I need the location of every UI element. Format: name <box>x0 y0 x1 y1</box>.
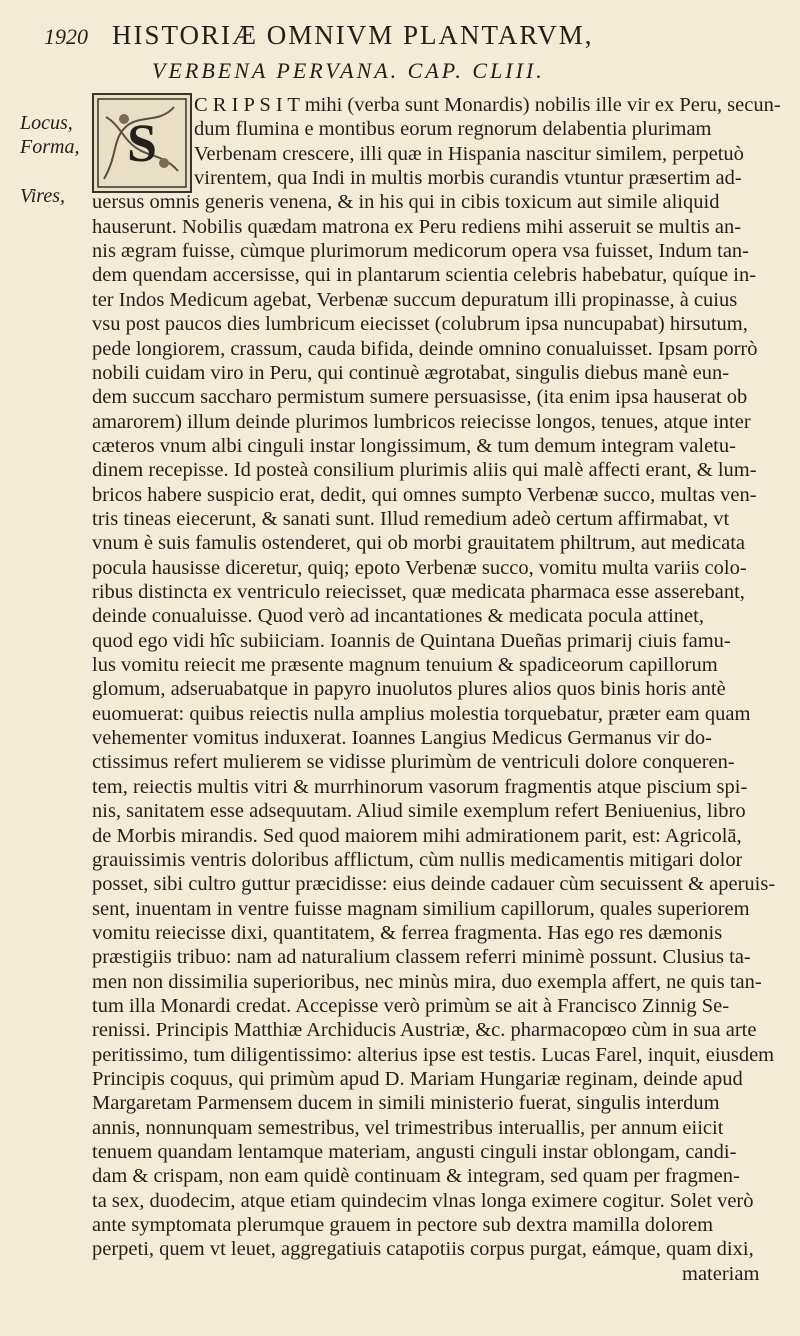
text-line: amarorem) illum deinde plurimos lumbricos reiecisse longos, tenues, atque inter <box>92 410 751 433</box>
text-line: vomitu reiecisse dixi, quantitatem, & ferrea fragmenta. Has ego res dæmonis <box>92 921 723 944</box>
text-line: dam & crispam, non eam quidè continuam & integram, sed quam per fragmen- <box>92 1165 740 1188</box>
svg-text:S: S <box>126 113 158 173</box>
text-line: quod ego vidi hîc subiiciam. Ioannis de Quintana Dueñas primarij ciuis famu- <box>92 629 731 652</box>
text-line: C R I P S I T mihi (verba sunt Monardis) nobilis ille vir ex Peru, secun- <box>194 94 781 116</box>
text-line: ribus distincta ex ventriculo reiecisset, quæ medicata pharmaca esse asserebant, <box>92 581 745 603</box>
text-line: materiam <box>682 1262 760 1285</box>
text-line: cæteros vnum albi cinguli instar longissimum, & tum demum integram valetu- <box>92 434 736 457</box>
text-line: pocula hausisse diceretur, quiq; epoto Verbenæ succo, vomitu multa variis colo- <box>92 556 747 579</box>
text-line: Margaretam Parmensem ducem in simili ministerio fuerat, singulis interdum <box>92 1092 720 1115</box>
text-line: annis, nonnunquam semestribus, vel trimestribus interuallis, per annum eiicit <box>92 1116 724 1139</box>
margin-note: Vires, <box>20 185 65 208</box>
text-line: nobili cuidam viro in Peru, qui continuè ægrotabat, singulis diebus manè eun- <box>92 361 730 384</box>
chapter-title: VERBENA PERVANA. CAP. CLIII. <box>152 58 545 83</box>
text-line: tris tineas eiecerunt, & sanati sunt. Illud remedium adeò certum affirmabat, vt <box>92 507 730 530</box>
text-line: sent, inuentam in ventre fuisse magnam similium capillorum, quales superiorem <box>92 897 750 920</box>
text-line: ter Indos Medicum agebat, Verbenæ succum depuratum illi propinasse, à cuius <box>92 288 738 311</box>
text-line: ctissimus refert mulierem se vidisse plurimùm de ventriculi dolore conqueren- <box>92 751 735 774</box>
text-line: vsu post paucos dies lumbricum eiecisset (colubrum ipsa nuncupabat) hirsutum, <box>92 313 748 336</box>
text-line: hauserunt. Nobilis quædam matrona ex Peru rediens mihi asseruit se multis an- <box>92 215 742 238</box>
decorated-initial-icon <box>92 93 192 193</box>
text-line: peritissimo, tum diligentissimo: alterius ipse est testis. Lucas Farel, inquit, eiusdem <box>92 1043 775 1066</box>
text-line: vnum è suis famulis ostenderet, qui ob morbi grauitatem philtrum, aut medicata <box>92 532 746 555</box>
text-line: nis, sanitatem esse adsequutam. Aliud simile exemplum refert Beniuenius, libro <box>92 800 746 823</box>
text-line: dem succum saccharo permistum sumere persuasisse, (ita enim ipsa hauserat ob <box>92 386 748 409</box>
text-line: nis ægram fuisse, cùmque plurimorum medicorum opera vsa fuisset, Indum tan- <box>92 240 750 263</box>
text-line: tem, reiectis multis vitri & murrhinorum vasorum fragmentis atque piscium spi- <box>92 775 748 798</box>
margin-note: Locus, <box>20 112 73 134</box>
margin-note: Forma, <box>20 136 80 159</box>
text-line: euomuerat: quibus reiectis nulla amplius molestia torquebatur, præter eam quam <box>92 702 751 725</box>
text-line: ta sex, duodecim, atque etiam quindecim vlnas longa eximere cogitur. Solet verò <box>92 1189 754 1212</box>
text-line: tenuem quandam lentamque materiam, angusti cinguli instar oblongam, candi- <box>92 1141 737 1164</box>
text-line: renissi. Principis Matthiæ Archiducis Austriæ, &c. pharmacopœo cùm in sua arte <box>92 1019 757 1042</box>
text-line: virentem, qua Indi in multis morbis curandis vtuntur præsertim ad- <box>194 167 742 190</box>
text-line: grauissimis ventris doloribus afflictum, cùm nullis medicamentis mitigari dolor <box>92 848 743 871</box>
text-line: uersus omnis generis venena, & in his qui in cibis toxicum aut simile aliquid <box>92 191 720 214</box>
text-line: lus vomitu reiecit me præsente magnum tenuium & spadiceorum capillorum <box>92 654 718 677</box>
text-line: dinem recepisse. Id posteà consilium plurimis aliis qui malè affecti erant, & lum- <box>92 459 757 482</box>
text-line: perpeti, quem vt leuet, aggregatiuis catapotiis corpus purgat, eámque, quam dixi, <box>92 1238 754 1261</box>
text-line: vehementer vomitus induxerat. Ioannes Langius Medicus Germanus vir do- <box>92 727 712 750</box>
text-line: bricos habere suspicio erat, dedit, qui omnes sumpto Verbenæ succo, multas ven- <box>92 483 757 506</box>
text-line: Principis coquus, qui primùm apud D. Mariam Hungariæ reginam, deinde apud <box>92 1068 743 1090</box>
text-line: men non dissimilia superioribus, nec minùs mira, duo exempla affert, ne quis tan- <box>92 970 762 993</box>
text-line: ante symptomata plerumque grauem in pectore sub dextra mamilla dolorem <box>92 1214 714 1237</box>
text-line: dem quendam accersisse, qui in plantarum scientia celebris habebatur, quíque in- <box>92 264 757 287</box>
running-head: HISTORIÆ OMNIVM PLANTARVM, <box>112 20 594 50</box>
text-line: glomum, adseruabatque in papyro inuolutos plures alios quos binis horis antè <box>92 678 726 701</box>
text-line: pede longiorem, crassum, cauda bifida, deinde omnino conualuisset. Ipsam porrò <box>92 337 758 360</box>
text-line: tum illa Monardi credat. Accepisse verò primùm se ait à Francisco Zinnig Se- <box>92 994 730 1017</box>
text-line: dum flumina e montibus eorum regnorum delabentia plurimam <box>194 118 712 141</box>
text-line: deinde conualuisse. Quod verò ad incantationes & medicata pocula attinet, <box>92 605 704 628</box>
text-line: Verbenam crescere, illi quæ in Hispania nascitur similem, perpetuò <box>194 142 744 165</box>
text-line: posset, sibi cultro guttur præcidisse: eius deinde cadauer cùm secuissent & aperuis- <box>92 873 776 896</box>
text-line: de Morbis mirandis. Sed quod maiorem mihi admirationem parit, est: Agricolā, <box>92 824 742 847</box>
page-number: 1920 <box>44 24 88 49</box>
text-line: præstigiis tribuo: nam ad naturalium classem referri minimè possunt. Clusius ta- <box>92 946 751 969</box>
